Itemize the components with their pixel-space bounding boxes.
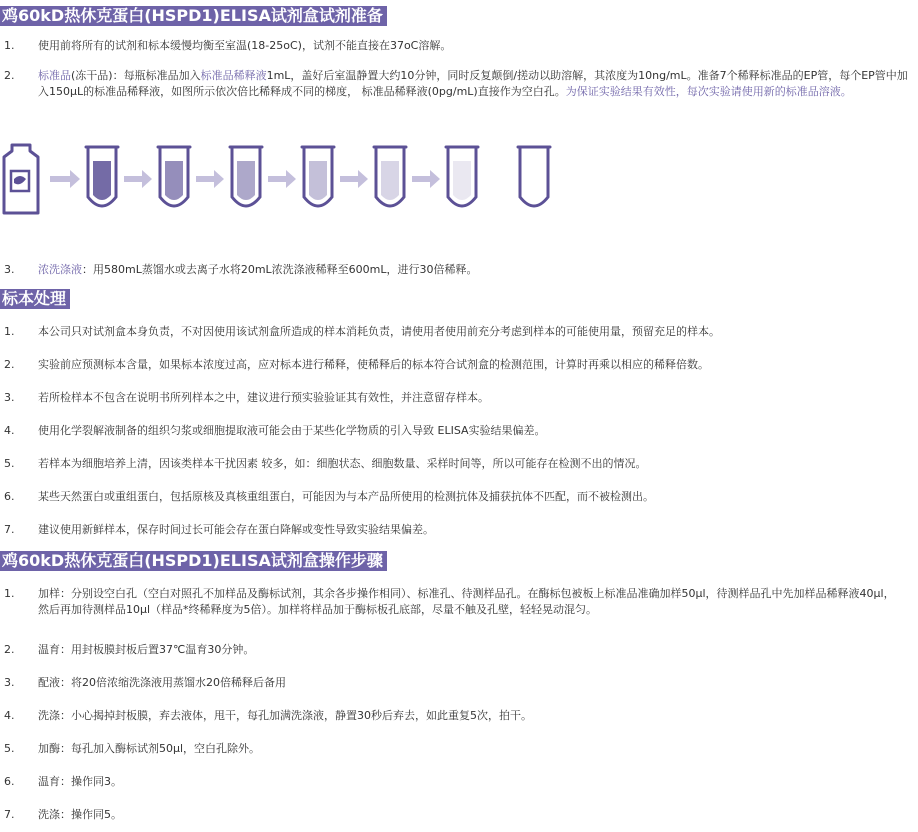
stock-vial-icon bbox=[4, 145, 38, 213]
item-text-part1: (冻干品)：每瓶标准品加入 bbox=[71, 69, 201, 82]
reagent-prep-list-2 bbox=[0, 68, 918, 100]
list-item bbox=[0, 522, 910, 538]
serial-dilution-diagram bbox=[0, 143, 560, 218]
list-item bbox=[0, 807, 910, 823]
item-text: 若样本为细胞培养上清，因该类样本干扰因素 较多，如：细胞状态、细胞数量、采样时间等，所以可能存在检测不出的情况。 bbox=[38, 457, 647, 470]
item-number: 6. bbox=[4, 775, 15, 788]
item-text: 温育：操作同3。 bbox=[38, 775, 122, 788]
item-number: 1. bbox=[4, 39, 15, 52]
list-item bbox=[0, 456, 910, 472]
list-item bbox=[0, 642, 910, 658]
item-text: 洗涤：操作同5。 bbox=[38, 808, 122, 821]
item-text: 温育：用封板膜封板后置37℃温育30分钟。 bbox=[38, 643, 255, 656]
standard-label: 标准品 bbox=[38, 69, 71, 82]
reagent-prep-list bbox=[0, 38, 918, 54]
item-number: 2. bbox=[4, 358, 15, 371]
fresh-standard-note: 为保证实验结果有效性，每次实验请使用新的标准品溶液。 bbox=[565, 85, 852, 98]
item-number: 7. bbox=[4, 523, 15, 536]
dilution-tube-icon bbox=[302, 147, 334, 206]
item-text: 配液：将20倍浓缩洗涤液用蒸馏水20倍稀释后备用 bbox=[38, 676, 286, 689]
list-item bbox=[0, 774, 910, 790]
arrow-icon bbox=[412, 170, 440, 188]
item-text: 某些天然蛋白或重组蛋白，包括原核及真核重组蛋白，可能因为与本产品所使用的检测抗体及捕获抗体不匹配，而不被检测出。 bbox=[38, 490, 654, 503]
dilution-tube-icon bbox=[374, 147, 406, 206]
item-number: 6. bbox=[4, 490, 15, 503]
list-item bbox=[0, 262, 918, 278]
item-text: 洗涤：小心揭掉封板膜，弃去液体，甩干，每孔加满洗涤液，静置30秒后弃去，如此重复5次，拍干。 bbox=[38, 709, 532, 722]
list-item bbox=[0, 741, 910, 757]
reagent-prep-list-3 bbox=[0, 262, 918, 278]
list-item bbox=[0, 68, 918, 100]
reagent-prep-section bbox=[0, 6, 387, 26]
list-item bbox=[0, 357, 910, 373]
item-number: 5. bbox=[4, 457, 15, 470]
item-number: 7. bbox=[4, 808, 15, 821]
item-number: 3. bbox=[4, 263, 15, 276]
item-number: 2. bbox=[4, 69, 15, 82]
list-item bbox=[0, 675, 910, 691]
item-number: 3. bbox=[4, 391, 15, 404]
reagent-prep-title: 鸡60kD热休克蛋白(HSPD1)ELISA试剂盒试剂准备 bbox=[0, 6, 387, 26]
item-text-part2: 1mL，盖好后室温静置大约10分钟，同时反复颠倒/搓动以助溶解，其浓度为10ng/mL。准备7个稀释标准品的EP管，每个EP管中加入150μL的标准品稀释液，如图所示依次倍比稀释成不同的梯度， 标准品稀释液(0pg/mL)直接作为空白孔。 bbox=[38, 69, 908, 98]
arrow-icon bbox=[268, 170, 296, 188]
item-text: 实验前应预测标本含量，如果标本浓度过高，应对标本进行稀释，使稀释后的标本符合试剂盒的检测范围，计算时再乘以相应的稀释倍数。 bbox=[38, 358, 709, 371]
item-text: ：用580mL蒸馏水或去离子水将20mL浓洗涤液稀释至600mL，进行30倍稀释。 bbox=[82, 263, 478, 276]
list-item bbox=[0, 489, 910, 505]
arrow-icon bbox=[196, 170, 224, 188]
dilution-tube-icon bbox=[446, 147, 478, 206]
arrow-icon bbox=[124, 170, 152, 188]
wash-buffer-label: 浓洗涤液 bbox=[38, 263, 82, 276]
standard-diluent-highlight: 标准品稀释液 bbox=[200, 69, 267, 82]
item-text: 本公司只对试剂盒本身负责，不对因使用该试剂盒所造成的样本消耗负责，请使用者使用前充分考虑到样本的可能使用量，预留充足的样本。 bbox=[38, 325, 720, 338]
list-item bbox=[0, 324, 910, 340]
item-number: 4. bbox=[4, 709, 15, 722]
list-item bbox=[0, 38, 918, 54]
dilution-tube-icon bbox=[158, 147, 190, 206]
item-number: 4. bbox=[4, 424, 15, 437]
item-text: 建议使用新鲜样本，保存时间过长可能会存在蛋白降解或变性导致实验结果偏差。 bbox=[38, 523, 434, 536]
procedure-title: 鸡60kD热休克蛋白(HSPD1)ELISA试剂盒操作步骤 bbox=[0, 551, 387, 571]
item-text: 加样：分别设空白孔（空白对照孔不加样品及酶标试剂，其余各步操作相同）、标准孔、待测样品孔。在酶标包被板上标准品准确加样50μl，待测样品孔中先加样品稀释液40μl，然后再加待测样品10μl（样品*终稀释度为5倍）。加样将样品加于酶标板孔底部，尽量不触及孔壁，轻轻晃动混匀。 bbox=[38, 587, 895, 616]
list-item bbox=[0, 390, 910, 406]
item-number: 5. bbox=[4, 742, 15, 755]
list-item bbox=[0, 708, 910, 724]
item-number: 3. bbox=[4, 676, 15, 689]
item-text: 加酶：每孔加入酶标试剂50μl，空白孔除外。 bbox=[38, 742, 261, 755]
list-item bbox=[0, 423, 910, 439]
arrow-icon bbox=[50, 170, 80, 188]
dilution-tube-icon bbox=[230, 147, 262, 206]
item-text: 若所检样本不包含在说明书所列样本之中，建议进行预实验验证其有效性，并注意留存样本。 bbox=[38, 391, 489, 404]
item-number: 1. bbox=[4, 587, 15, 600]
specimen-title: 标本处理 bbox=[0, 289, 70, 309]
dilution-tube-icon bbox=[518, 147, 550, 206]
arrow-icon bbox=[340, 170, 368, 188]
dilution-tube-icon bbox=[86, 147, 118, 206]
item-text: 使用前将所有的试剂和标本缓慢均衡至室温(18-25oC)，试剂不能直接在37oC溶解。 bbox=[38, 39, 452, 52]
procedure-section bbox=[0, 551, 387, 571]
specimen-section bbox=[0, 289, 70, 309]
item-text: 使用化学裂解液制备的组织匀浆或细胞提取液可能会由于某些化学物质的引入导致 ELISA实验结果偏差。 bbox=[38, 424, 546, 437]
item-number: 2. bbox=[4, 643, 15, 656]
item-number: 1. bbox=[4, 325, 15, 338]
list-item bbox=[0, 586, 910, 618]
